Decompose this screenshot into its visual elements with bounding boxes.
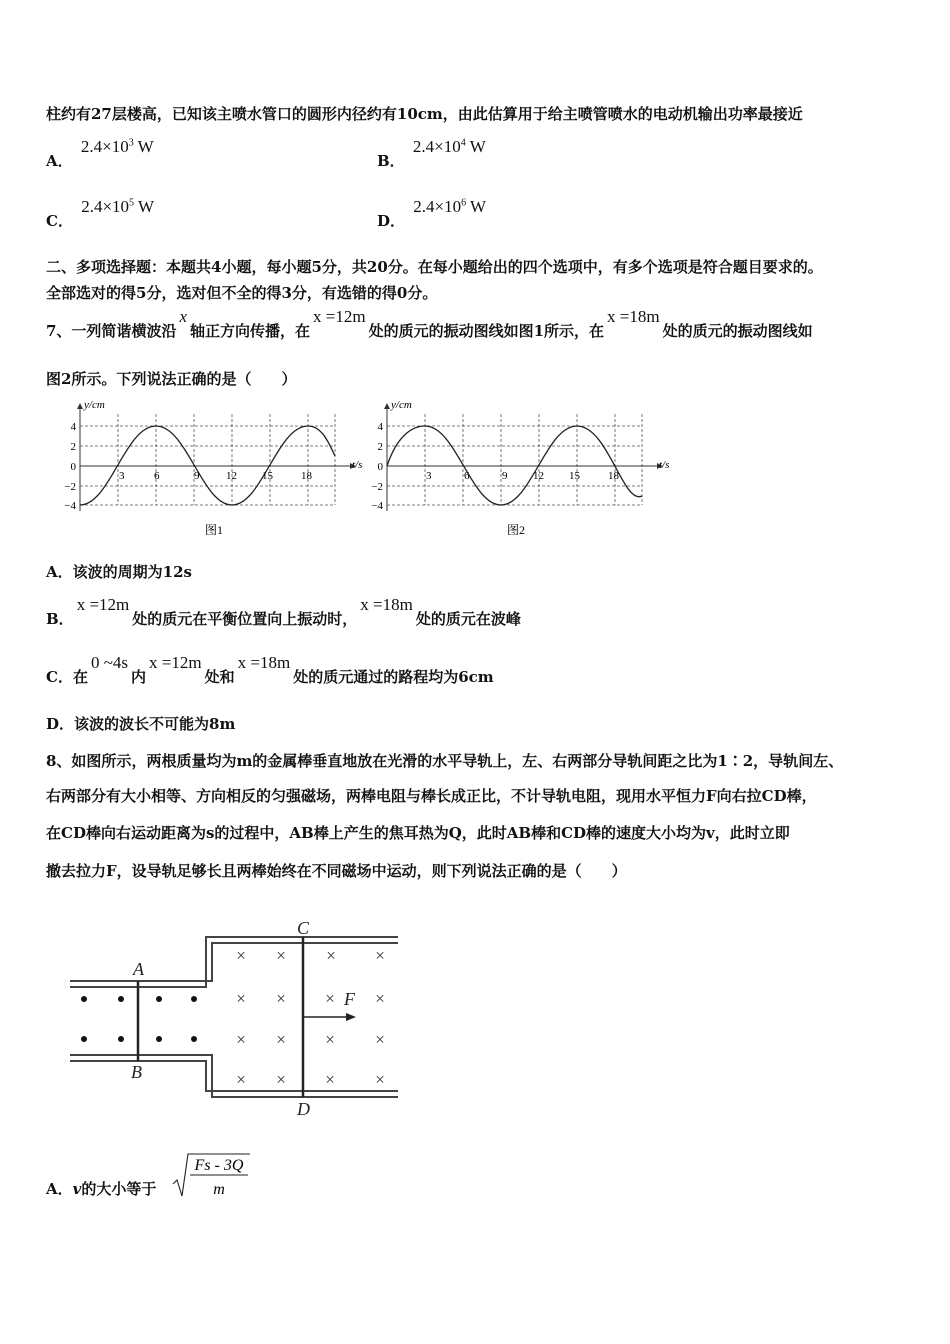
- svg-text:×: ×: [325, 1070, 335, 1089]
- q7-fig2-ytick: −4: [371, 500, 383, 512]
- svg-text:×: ×: [325, 1030, 335, 1049]
- q8-label-c: C: [297, 918, 310, 938]
- q6-option-c-value: $2.4\times 10^5$ W: [81, 197, 155, 216]
- q8-option-a-v: v: [72, 1180, 82, 1198]
- q7-fig2-ytick: 4: [377, 421, 383, 433]
- q6-option-d-label: D．: [377, 212, 406, 230]
- q7-fig1-xtick: 18: [301, 470, 312, 482]
- q7-fig2-ytick: 0: [377, 461, 383, 473]
- q7-fig1-xtick: 9: [194, 470, 200, 482]
- q7-option-b: B．x =12m处的质元在平衡位置向上振动时，x =18m处的质元在波峰: [46, 595, 521, 628]
- q7-fig1-ytick: −4: [64, 500, 76, 512]
- q6-option-d: [377, 197, 489, 231]
- svg-text:×: ×: [236, 1070, 246, 1089]
- q8-option-a-formula: [170, 1150, 255, 1202]
- q7-option-d: D．该波的波长不可能为8m: [46, 715, 236, 733]
- q7-fig2-caption: 图2: [507, 523, 526, 537]
- q7-fig1-xtick: 3: [119, 470, 125, 482]
- svg-text:×: ×: [236, 946, 246, 965]
- q6-option-b: [377, 137, 489, 171]
- q7-figure-2: [362, 396, 682, 541]
- q7-fig1-ytick: 4: [70, 421, 76, 433]
- q7-fig2-grid: [387, 414, 642, 505]
- q6-option-d-value: $2.4\times 10^6$ W: [413, 197, 487, 216]
- q7-option-c-math2: x =18m: [237, 653, 291, 672]
- svg-text:×: ×: [326, 946, 336, 965]
- q8-label-d: D: [297, 1099, 310, 1119]
- q6-stem-tail: 柱约有27层楼高，已知该主喷水管口的圆形内径约有10cm，由此估算用于给主喷管喷水的电动机输出功率最接近: [46, 105, 803, 123]
- q7-fig1-grid: [80, 414, 335, 505]
- svg-text:×: ×: [375, 1070, 385, 1089]
- q8-label-f: F: [344, 989, 355, 1009]
- q8-stem-line1: 8、如图所示，两根质量均为m的金属棒垂直地放在光滑的水平导轨上，左、右两部分导轨间距之比为1∶2，导轨间左、: [46, 752, 844, 770]
- q7-fig1-xtick: 15: [262, 470, 273, 482]
- q8-rail-diagram: [60, 915, 410, 1120]
- q7-option-b-math2: x =18m: [360, 595, 413, 614]
- q8-force-arrowhead: [346, 1013, 356, 1021]
- q8-label-b: B: [131, 1062, 142, 1082]
- q7-fig2-xtick: 12: [533, 470, 544, 482]
- q7-fig1-ytick: 0: [70, 461, 76, 473]
- svg-text:×: ×: [375, 989, 385, 1008]
- q7-stem-line2: 图2所示。下列说法正确的是（ ）: [46, 370, 297, 388]
- q7-figure-1: [55, 396, 375, 541]
- q8-stem-line3: 在CD棒向右运动距离为s的过程中，AB棒上产生的焦耳热为Q，此时AB棒和CD棒的速度大小均为v，此时立即: [46, 824, 790, 842]
- q6-option-a-value: $2.4\times 10^3$ W: [80, 137, 154, 156]
- q7-option-c-math0: 0 ~4s: [90, 653, 129, 672]
- q6-option-b-value: $2.4\times 10^4$ W: [412, 137, 486, 156]
- q7-fig2-ytick: 2: [377, 441, 383, 453]
- q7-math-x18: x =18m: [607, 307, 660, 326]
- q6-option-a-label: A．: [46, 152, 73, 170]
- svg-text:×: ×: [276, 989, 286, 1008]
- q8-stem-line4: 撤去拉力F，设导轨足够长且两棒始终在不同磁场中运动，则下列说法正确的是（ ）: [46, 862, 627, 880]
- q6-option-a: [46, 137, 157, 171]
- svg-text:×: ×: [325, 989, 335, 1008]
- q7-fig1-ylabel: y/cm: [84, 399, 105, 411]
- q7-fig2-xlabel: t/s: [659, 459, 670, 471]
- svg-text:×: ×: [375, 1030, 385, 1049]
- section2-line2: 全部选对的得5分，选对但不全的得3分，有选错的得0分。: [46, 284, 438, 302]
- svg-text:×: ×: [236, 1030, 246, 1049]
- q8-label-a: A: [133, 959, 144, 979]
- q7-fig1-xtick: 6: [154, 470, 160, 482]
- q6-option-c: [46, 197, 157, 231]
- q8-stem-line2: 右两部分有大小相等、方向相反的匀强磁场，两棒电阻与棒长成正比，不计导轨电阻，现用水平恒力F向右拉CD棒，: [46, 787, 817, 805]
- q7-fig1-caption: 图1: [205, 523, 224, 537]
- section2-line1: 二、多项选择题：本题共4小题，每小题5分，共20分。在每小题给出的四个选项中，有多个选项是符合题目要求的。: [46, 258, 823, 276]
- q7-fig2-xtick: 9: [502, 470, 508, 482]
- svg-text:×: ×: [276, 946, 286, 965]
- q7-option-c: C．在0 ~4s内x =12m处和x =18m处的质元通过的路程均为6cm: [46, 653, 494, 686]
- q7-math-x: x: [179, 307, 187, 326]
- q7-option-c-math1: x =12m: [149, 653, 202, 672]
- q7-fig2-xtick: 3: [426, 470, 432, 482]
- svg-text:×: ×: [375, 946, 385, 965]
- svg-text:×: ×: [276, 1030, 286, 1049]
- q8-denominator: m: [213, 1181, 225, 1198]
- q7-fig1-xlabel: t/s: [352, 459, 363, 471]
- q8-numerator: Fs - 3Q: [194, 1157, 244, 1174]
- q7-option-a: A．该波的周期为12s: [46, 563, 192, 581]
- q7-fig2-xtick: 18: [608, 470, 619, 482]
- q7-fig1-ytick: −2: [64, 481, 76, 493]
- q7-fig2-ytick: −2: [371, 481, 383, 493]
- q7-fig2-ylabel: y/cm: [391, 399, 412, 411]
- q7-fig2-xtick: 6: [464, 470, 470, 482]
- q6-option-b-label: B．: [377, 152, 405, 170]
- q8-option-a: A．v的大小等于: [46, 1180, 157, 1198]
- q7-fig1-xtick: 12: [226, 470, 237, 482]
- q7-math-x12: x =12m: [313, 307, 366, 326]
- svg-text:×: ×: [276, 1070, 286, 1089]
- q7-fig1-ytick: 2: [70, 441, 76, 453]
- svg-text:×: ×: [236, 989, 246, 1008]
- q6-option-c-label: C．: [46, 212, 73, 230]
- q7-stem-line1: 7、一列简谐横波沿x轴正方向传播，在x =12m处的质元的振动图线如图1所示，在x =18m处的质元的振动图线如: [46, 307, 813, 340]
- q7-option-b-math1: x =12m: [76, 595, 130, 614]
- q7-fig2-xtick: 15: [569, 470, 580, 482]
